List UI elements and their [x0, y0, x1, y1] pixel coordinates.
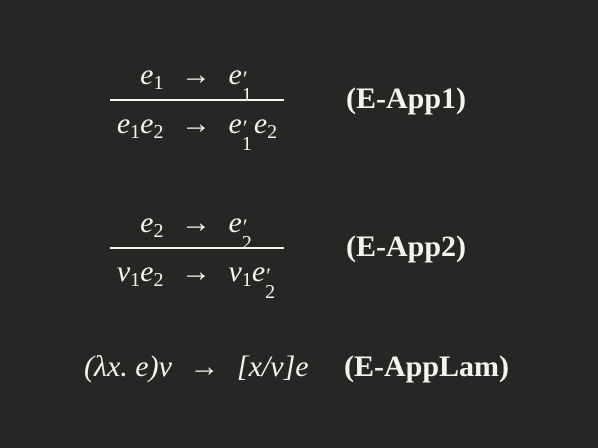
reduces-to-arrow: →	[189, 350, 220, 383]
reduces-to-arrow: →	[181, 255, 211, 288]
rule-name-e-app1: (E-App1)	[346, 82, 467, 115]
axiom-rhs: [x/v]e	[236, 350, 309, 383]
reduces-to-arrow: →	[181, 58, 211, 91]
reduces-to-arrow: →	[181, 107, 211, 140]
rule-e-app2-conclusion: $v_1e_2 \to v_1e$ ′ 2	[116, 255, 276, 303]
rule-e-app1-premise: $e_1 \to e$ ′ 1	[140, 58, 252, 106]
inference-bar	[110, 99, 284, 101]
rule-name-e-app2: (E-App2)	[346, 230, 467, 263]
rule-e-app1	[110, 58, 284, 155]
inference-bar	[110, 247, 284, 249]
axiom-lhs: (λx. e)v	[84, 350, 172, 383]
rule-name-e-applam: (E-AppLam)	[344, 350, 510, 383]
rule-e-app2-premise: $e_2 \to e$ ′ 2	[140, 206, 252, 254]
rule-e-app2	[110, 206, 284, 303]
rule-e-app1-conclusion: $e_1e_2 \to e$ ′ 1 $e_2$	[116, 107, 278, 155]
rule-e-applam	[84, 350, 309, 384]
reduces-to-arrow: →	[181, 206, 211, 239]
